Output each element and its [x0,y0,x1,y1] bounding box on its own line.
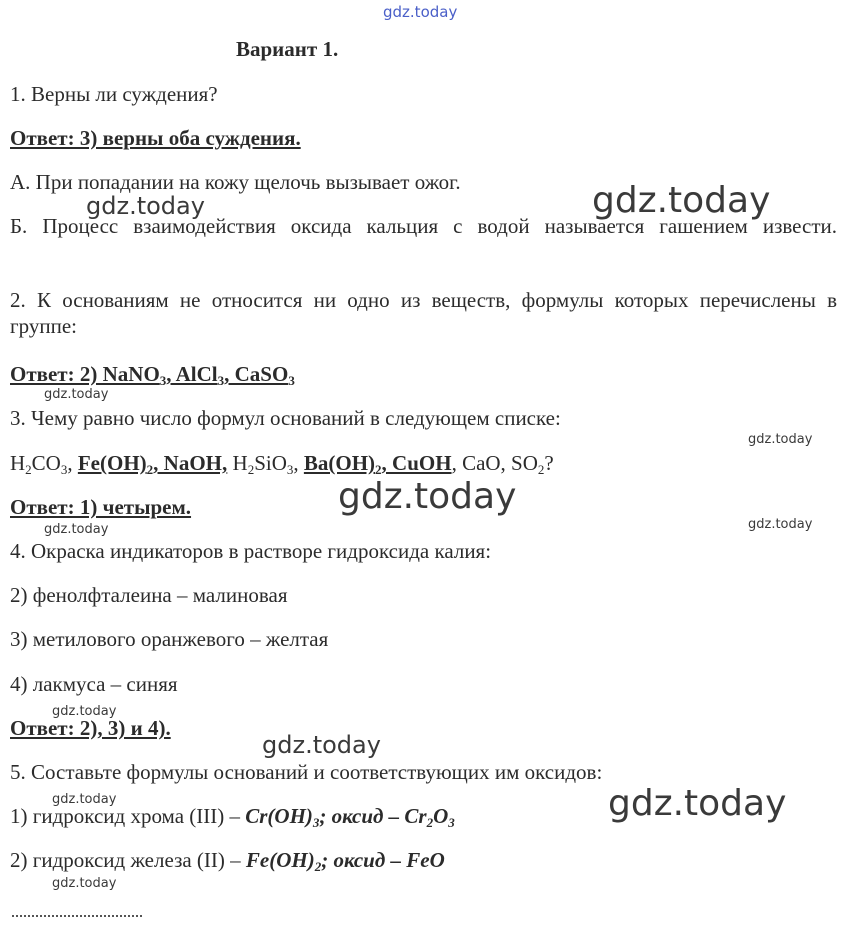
formula-text: , [67,451,78,475]
answer-2 [10,361,295,387]
answer-3: Ответ: 1) четырем. [10,495,192,519]
subscript: 2 [426,815,434,830]
formula-text: Fe(OH) [77,451,147,475]
subscript: 2 [314,859,322,874]
statement-a: А. При попадании на кожу щелочь вызывает ожог. [10,170,461,194]
watermark: gdz.today [44,387,109,402]
item-lead: 1) гидроксид хрома (III) – [10,804,246,828]
subscript: 2 [375,462,382,477]
answer-1: Ответ: 3) верны оба суждения. [10,126,301,150]
subscript: 3 [159,373,167,388]
item-lead: 2) гидроксид железа (II) – [10,848,246,872]
watermark: gdz.today [52,876,117,891]
formula-text: , CuOH [381,451,452,475]
formula-text: Cr(OH) [245,804,313,828]
subscript: 3 [448,815,455,830]
formula-text: H [227,451,248,475]
formula-text: ; оксид – FeO [321,848,445,872]
subscript: 3 [288,373,295,388]
answer-4: Ответ: 2), 3) и 4). [10,716,171,740]
list-item: 2) фенолфталеина – малиновая [10,583,288,607]
formula-text: , NaOH, [153,451,228,475]
question-2: 2. К основаниям не относится ни одно из веществ, формулы которых перечислены в группе: [10,288,837,338]
formula [246,848,445,872]
watermark: gdz.today [748,517,813,532]
formula-text: ; оксид – Cr [319,804,427,828]
formula-text: , [293,451,304,475]
formula-text: O [433,804,449,828]
watermark: gdz.today [608,783,787,824]
formula-text: SiO [254,451,287,475]
formula [245,804,455,828]
formula-text: H [10,451,26,475]
question-4: 4. Окраска индикаторов в растворе гидроксида калия: [10,539,492,563]
cut-off-text-edge [12,915,142,923]
formula-list [10,450,554,476]
watermark: gdz.today [44,522,109,537]
watermark: gdz.today [592,180,771,221]
watermark: gdz.today [86,192,205,220]
formula-text: Ba(OH) [303,451,376,475]
list-item: 3) метилового оранжевого – желтая [10,627,329,651]
subscript: 2 [25,462,32,477]
list-item [10,803,455,829]
answer-2-text: , AlCl [166,362,218,386]
question-3: 3. Чему равно число формул оснований в следующем списке: [10,406,561,430]
formula-text: CO [31,451,61,475]
formula-text: Fe(OH) [245,848,315,872]
subscript: 3 [312,815,320,830]
subscript: 2 [146,462,154,477]
page-title: Вариант 1. [236,37,339,61]
watermark: gdz.today [52,704,117,719]
base-formula [304,451,452,475]
question-5: 5. Составьте формулы оснований и соответствующих им оксидов: [10,760,603,784]
subscript: 2 [537,462,545,477]
list-item [10,847,445,873]
subscript: 3 [286,462,294,477]
watermark: gdz.today [748,432,813,447]
watermark: gdz.today [262,731,381,759]
watermark: gdz.today [338,476,517,517]
subscript: 3 [60,462,68,477]
statement-b: Б. Процесс взаимодействия оксида кальция с водой называется гашением извести. [10,214,837,238]
question-1: 1. Верны ли суждения? [10,82,218,106]
answer-2-text: Ответ: 2) NaNO [10,362,160,386]
formula-text: , CaO, SO [451,451,538,475]
subscript: 3 [217,373,225,388]
base-formula [78,451,227,475]
answer-2-text: , CaSO [224,362,289,386]
watermark: gdz.today [52,792,117,807]
formula-text: ? [544,451,554,475]
list-item: 4) лакмуса – синяя [10,672,178,696]
subscript: 2 [247,462,255,477]
watermark-top: gdz.today [383,3,458,21]
